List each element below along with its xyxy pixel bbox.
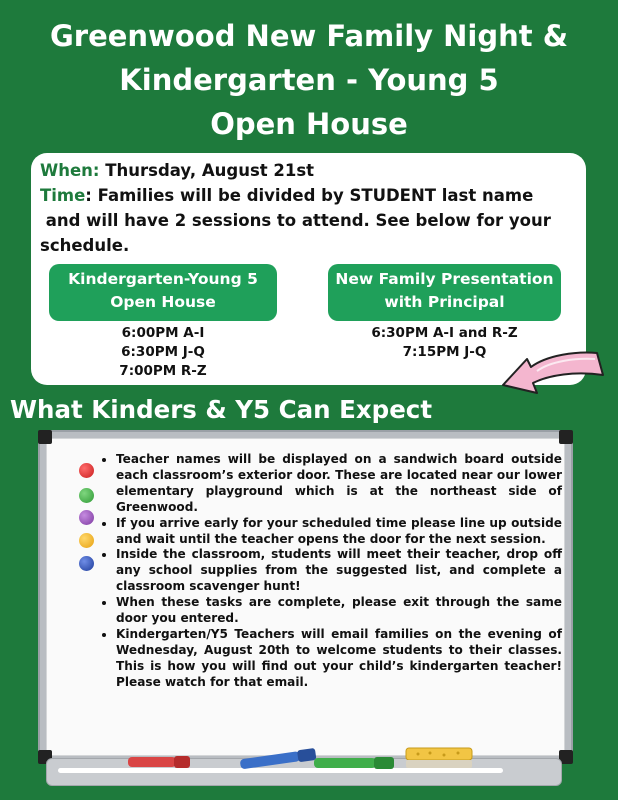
purple-magnet-icon	[79, 510, 94, 525]
red-magnet-icon	[79, 463, 94, 478]
eraser-icon	[404, 746, 474, 770]
title-line-1: Greenwood New Family Night &	[49, 19, 569, 53]
session-heading-line: Open House	[110, 293, 216, 311]
red-marker-icon	[126, 754, 192, 770]
title-line-2: Kindergarten - Young 5	[119, 63, 499, 97]
session-heading-line: New Family Presentation	[335, 270, 554, 288]
session-heading-line: Kindergarten-Young 5	[68, 270, 258, 288]
pink-arrow-icon	[497, 345, 609, 405]
list-item: • If you arrive early for your scheduled time please line up outside and wait until the teacher opens the door for the next session.	[116, 516, 562, 548]
board-corner	[559, 430, 573, 444]
time-value-line-3: schedule.	[40, 236, 130, 255]
session-kindergarten-heading	[49, 264, 277, 321]
time-value-line-1: : Families will be divided by STUDENT last name	[85, 186, 534, 205]
list-item: • Inside the classroom, students will meet their teacher, drop off any school supplies from the suggested list, and complete a classroom scavenger hunt!	[116, 547, 562, 595]
green-magnet-icon	[79, 488, 94, 503]
list-item: • Teacher names will be displayed on a sandwich board outside each classroom’s exterior door. These are located near our lower elementary playground which is at the northeast side of Greenwood.	[116, 452, 562, 516]
blue-magnet-icon	[79, 556, 94, 571]
expect-heading: What Kinders & Y5 Can Expect	[10, 395, 433, 424]
time-value-line-2: and will have 2 sessions to attend. See below for your	[40, 211, 551, 230]
board-corner	[38, 430, 52, 444]
kindergarten-schedule	[49, 324, 277, 381]
yellow-magnet-icon	[79, 533, 94, 548]
list-item: • Kindergarten/Y5 Teachers will email families on the evening of Wednesday, August 20th to welcome students to their classes. This is how you will find out your child’s kindergarten teacher! Please watch for that email.	[116, 627, 562, 691]
when-value: Thursday, August 21st	[105, 161, 315, 180]
schedule-time: 6:30PM A-I and R-Z	[371, 325, 518, 341]
event-details-text	[40, 158, 580, 258]
schedule-time: 7:15PM J-Q	[402, 344, 487, 360]
blue-marker-icon	[236, 748, 322, 770]
when-label: When:	[40, 161, 100, 180]
time-label: Time	[40, 186, 86, 205]
schedule-time: 7:00PM R-Z	[119, 363, 207, 379]
green-marker-icon	[312, 755, 396, 771]
schedule-time: 6:00PM A-I	[121, 325, 205, 341]
title-line-3: Open House	[210, 107, 408, 141]
session-heading-line: with Principal	[384, 293, 505, 311]
expectations-list	[98, 452, 562, 691]
list-item: • When these tasks are complete, please exit through the same door you entered.	[116, 595, 562, 627]
session-presentation-heading	[328, 264, 561, 321]
page-title	[0, 14, 618, 146]
schedule-time: 6:30PM J-Q	[121, 344, 205, 360]
